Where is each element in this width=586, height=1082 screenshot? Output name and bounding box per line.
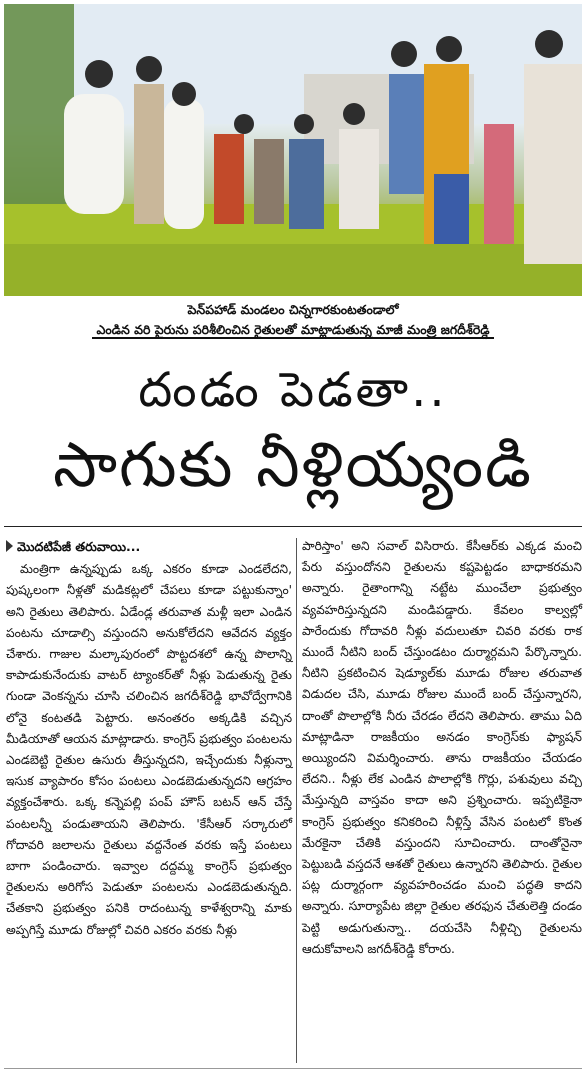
photo-caption-line2 <box>0 322 586 341</box>
farmers-field-photo-icon <box>4 4 582 296</box>
news-photo <box>4 4 582 296</box>
headline-line2: సాగుకు నీళ్లియ్యండి <box>53 428 533 501</box>
article-column-left <box>6 536 292 941</box>
headline-line1: దండం పెడతా.. <box>138 362 448 418</box>
arrow-icon <box>6 540 13 552</box>
article-column-right <box>302 536 582 960</box>
bottom-rule <box>4 1068 582 1069</box>
kicker <box>6 536 292 557</box>
kicker-text: మొదటిపేజీ తరువాయి... <box>17 539 141 554</box>
photo-caption-text: ఎండిన వరి పైరును పరిశీలించిన రైతులతో మాట్లాడుతున్న మాజీ మంత్రి జగదీశ్‌రెడ్డి <box>92 322 493 339</box>
divider <box>4 526 582 527</box>
photo-caption-line1: పెన్‌పహాడ్ మండలం చిన్నగారకుంటతండాలో <box>187 302 399 317</box>
column-divider <box>296 538 297 1063</box>
article-text-right: పారిస్తాం' అని సవాల్ విసిరారు. కేసీఆర్‌కు ఎక్కడ మంచి పేరు వస్తుందోనని రైతులను కష్టపెట్టడం బాధాకరమని అన్నారు. రైతాంగాన్ని నట్టేట ముంచేలా ప్రభుత్వం వ్యవహరిస్తున్నదని మండిపడ్డారు. కేవలం కాల్వల్లో పారేందుకు గోదావరి నీళ్లు వదులుతూ చివరి వరకు రాక ముందే నీటిని బంద్ చేస్తుండటం దుర్మార్గమని పేర్కొన్నారు. నీటిని ప్రకటించిన షెడ్యూల్‌కు మూడు రోజుల తరువాత విడుదల చేసి, మూడు రోజుల ముందే బంద్ చేస్తున్నారని, దాంతో పొలాల్లోకి నీరు చేరడం లేదని తెలిపారు. తాము ఏది మాట్లాడినా రాజకీయం అనడం కాంగ్రెస్‌కు ఫ్యాషన్ అయ్యిందని విమర్శించారు. తాను రాజకీయం చేయడం లేదని.. నీళ్లు లేక ఎండిన పొలాల్లోకి గొర్లు, పశువులు వచ్చి మేస్తున్నది వాస్తవం కాదా అని ప్రశ్నించారు. ఇప్పటికైనా కాంగ్రెస్ ప్రభుత్వం కనికరించి నీళ్లిస్తే వేసిన పంటలో కొంత మేరకైనా చేతికి వస్తుందని సూచించారు. దాంతోనైనా పెట్టుబడి వస్తదనే ఆశతో రైతులు ఉన్నారని తెలిపారు. రైతుల పట్ల దుర్మార్గంగా వ్యవహరించడం మంచి పద్ధతి కాదని అన్నారు. సూర్యాపేట జిల్లా రైతుల తరఫున చేతులెత్తి దండం పెట్టి అడుగుతున్నా.. దయచేసి నీళ్లిచ్చి రైతులను ఆదుకోవాలని జగదీశ్‌రెడ్డి కోరారు. <box>302 539 582 956</box>
article-text-left: మంత్రిగా ఉన్నప్పుడు ఒక్క ఎకరం కూడా ఎండలేదని, పుష్కలంగా నీళ్లతో మడికట్లలో చేపలు కూడా పట్టుకున్నాం' అని రైతులు తెలిపారు. ఏడేండ్ల తరువాత మళ్లీ ఇలా ఎండిన పంటను చూడాల్సి వస్తుందని అనుకోలేదని ఆవేదన వ్యక్తం చేశారు. గాజుల మల్కాపురంలో పొట్టదశలో ఉన్న పొలాన్ని కాపాడుకునేందుకు వాటర్ ట్యాంకర్‌తో నీళ్లు పెడుతున్న రైతు గుండా వెంకన్నను చూసి చలించిన జగదీశ్‌రెడ్డి భావోద్వేగానికి లోనై కంటతడి పెట్టారు. అనంతరం అక్కడికి వచ్చిన మీడియాతో ఆయన మాట్లాడారు. కాంగ్రెస్ ప్రభుత్వం పంటలను ఎండబెట్టి రైతుల ఉసురు తీస్తున్నదని, ఇచ్చేందుకు నీళ్లున్నా ఇసుక వ్యాపారం కోసం పంటలు ఎండబెడుతున్నదని ఆగ్రహం వ్యక్తంచేశారు. ఒక్క కన్నెపల్లి పంప్ హౌస్ బటన్ ఆన్ చేస్తే పంటలన్నీ పండుతాయని తెలిపారు. 'కేసీఆర్ సర్కారులో గోదావరి జలాలను రైతులు వద్దనేంత వరకు ఇస్తే పంటలు బాగా పండించారు. ఇవ్వాల దద్దమ్మ కాంగ్రెస్ ప్రభుత్వం రైతులను అరిగోస పెడుతూ పంటలను ఎండబెడుతున్నది. చేతకాని ప్రభుత్వం పనికి రాదంటున్న కాళేశ్వరాన్ని మాకు అప్పగిస్తే మూడు రోజుల్లో చివరి ఎకరం వరకు నీళ్లు <box>6 562 292 937</box>
